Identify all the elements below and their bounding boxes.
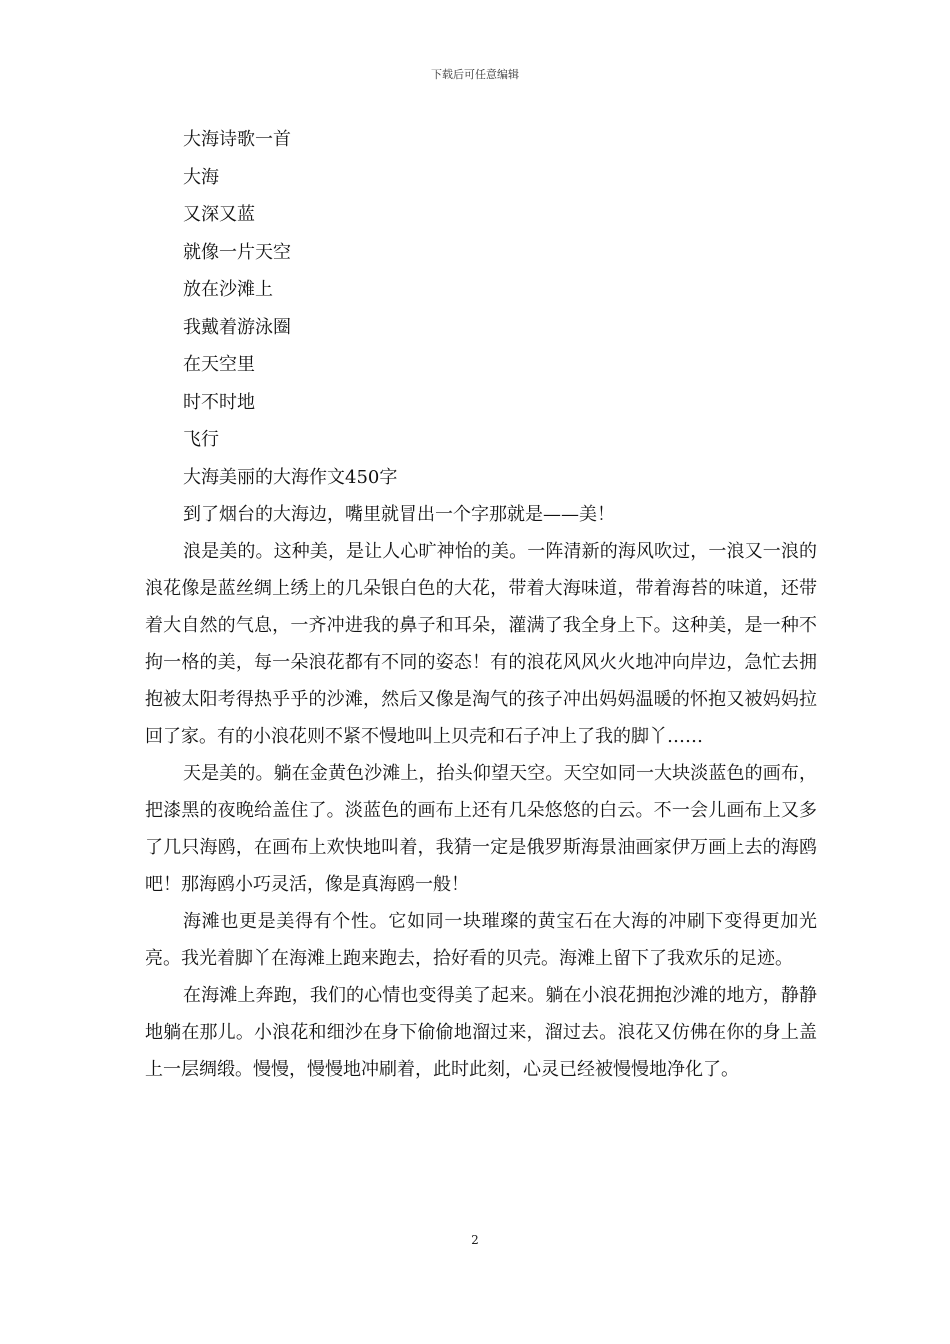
- page-header-note: 下载后可任意编辑: [431, 68, 519, 81]
- poem-title: 大海诗歌一首: [183, 129, 291, 150]
- essay-paragraph-running: 在海滩上奔跑，我们的心情也变得美了起来。躺在小浪花拥抱沙滩的地方，静静地躺在那儿。小浪花和细沙在身下偷偷地溜过来，溜过去。浪花又仿佛在你的身上盖上一层绸缎。慢慢，慢慢地冲刷着，此时此刻，心灵已经被慢慢地净化了。: [145, 985, 817, 1080]
- poem-line: 时不时地: [183, 391, 255, 413]
- poem-line: 飞行: [183, 429, 219, 450]
- poem-line: 又深又蓝: [183, 204, 255, 225]
- essay-paragraph-beach: 海滩也更是美得有个性。它如同一块璀璨的黄宝石在大海的冲刷下变得更加光亮。我光着脚丫在海滩上跑来跑去，拾好看的贝壳。海滩上留下了我欢乐的足迹。: [145, 911, 817, 969]
- essay-section: [145, 496, 817, 1088]
- poem-line: 就像一片天空: [183, 241, 291, 263]
- poem-line: 在天空里: [183, 354, 255, 375]
- poem-line: 放在沙滩上: [183, 279, 273, 300]
- essay-paragraph-waves: 浪是美的。这种美，是让人心旷神怡的美。一阵清新的海风吹过，一浪又一浪的浪花像是蓝丝绸上绣上的几朵银白色的大花，带着大海味道，带着海苔的味道，还带着大自然的气息，一齐冲进我的鼻子和耳朵，灌满了我全身上下。这种美，是一种不拘一格的美，每一朵浪花都有不同的姿态！有的浪花风风火火地冲向岸边，急忙去拥抱被太阳考得热乎乎的沙滩，然后又像是淘气的孩子冲出妈妈温暖的怀抱又被妈妈拉回了家。有的小浪花则不紧不慢地叫上贝壳和石子冲上了我的脚丫……: [145, 541, 817, 747]
- poem-line: 大海: [183, 166, 219, 188]
- essay-paragraph-sky: 天是美的。躺在金黄色沙滩上，抬头仰望天空。天空如同一大块淡蓝色的画布，把漆黑的夜晚给盖住了。淡蓝色的画布上还有几朵悠悠的白云。不一会儿画布上又多了几只海鸥，在画布上欢快地叫着，我猜一定是俄罗斯海景油画家伊万画上去的海鸥吧！那海鸥小巧灵活，像是真海鸥一般！: [145, 763, 817, 895]
- poem-section: [183, 121, 823, 496]
- essay-title: 大海美丽的大海作文450字: [183, 466, 398, 488]
- poem-line: 我戴着游泳圈: [183, 316, 291, 338]
- page-number: 2: [471, 1233, 479, 1247]
- essay-opening-line: 到了烟台的大海边，嘴里就冒出一个字那就是——美！: [183, 504, 615, 525]
